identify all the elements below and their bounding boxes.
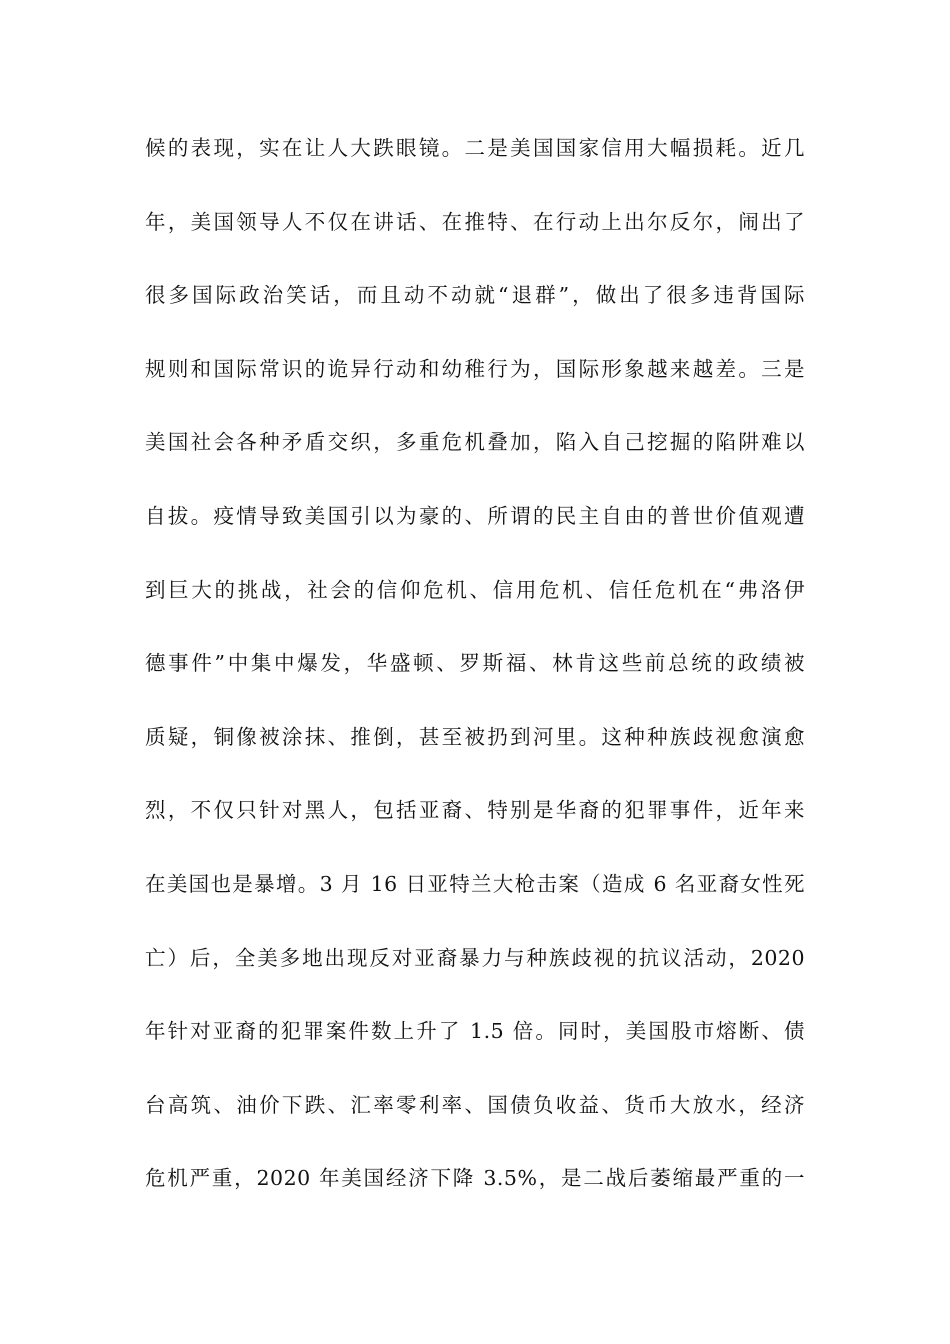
text-line: 很多国际政治笑话，而且动不动就“退群”，做出了很多违背国际: [145, 283, 805, 308]
text-line: 自拔。疫情导致美国引以为豪的、所谓的民主自由的普世价值观遭: [145, 503, 805, 528]
text-line: 亡）后，全美多地出现反对亚裔暴力与种族歧视的抗议活动，2020: [145, 945, 805, 970]
text-line: 年，美国领导人不仅在讲话、在推特、在行动上出尔反尔，闹出了: [145, 209, 805, 234]
text-line: 候的表现，实在让人大跌眼镜。二是美国国家信用大幅损耗。近几: [145, 136, 805, 160]
text-line: 烈，不仅只针对黑人，包括亚裔、特别是华裔的犯罪事件，近年来: [145, 798, 805, 823]
text-line: 年针对亚裔的犯罪案件数上升了 1.5 倍。同时，美国股市熔断、债: [145, 1019, 805, 1044]
text-line: 美国社会各种矛盾交织，多重危机叠加，陷入自己挖掘的陷阱难以: [145, 430, 805, 455]
text-line: 危机严重，2020 年美国经济下降 3.5%，是二战后萎缩最严重的一: [145, 1166, 805, 1191]
text-line: 规则和国际常识的诡异行动和幼稚行为，国际形象越来越差。三是: [145, 356, 805, 381]
text-line: 在美国也是暴增。3 月 16 日亚特兰大枪击案（造成 6 名亚裔女性死: [145, 871, 805, 896]
text-line: 质疑，铜像被涂抹、推倒，甚至被扔到河里。这种种族歧视愈演愈: [145, 724, 805, 749]
body-paragraph: [145, 128, 805, 1232]
text-line: 德事件”中集中爆发，华盛顿、罗斯福、林肯这些前总统的政绩被: [145, 651, 805, 676]
text-line: 到巨大的挑战，社会的信仰危机、信用危机、信任危机在“弗洛伊: [145, 577, 805, 602]
text-line: 台高筑、油价下跌、汇率零利率、国债负收益、货币大放水，经济: [145, 1092, 805, 1117]
